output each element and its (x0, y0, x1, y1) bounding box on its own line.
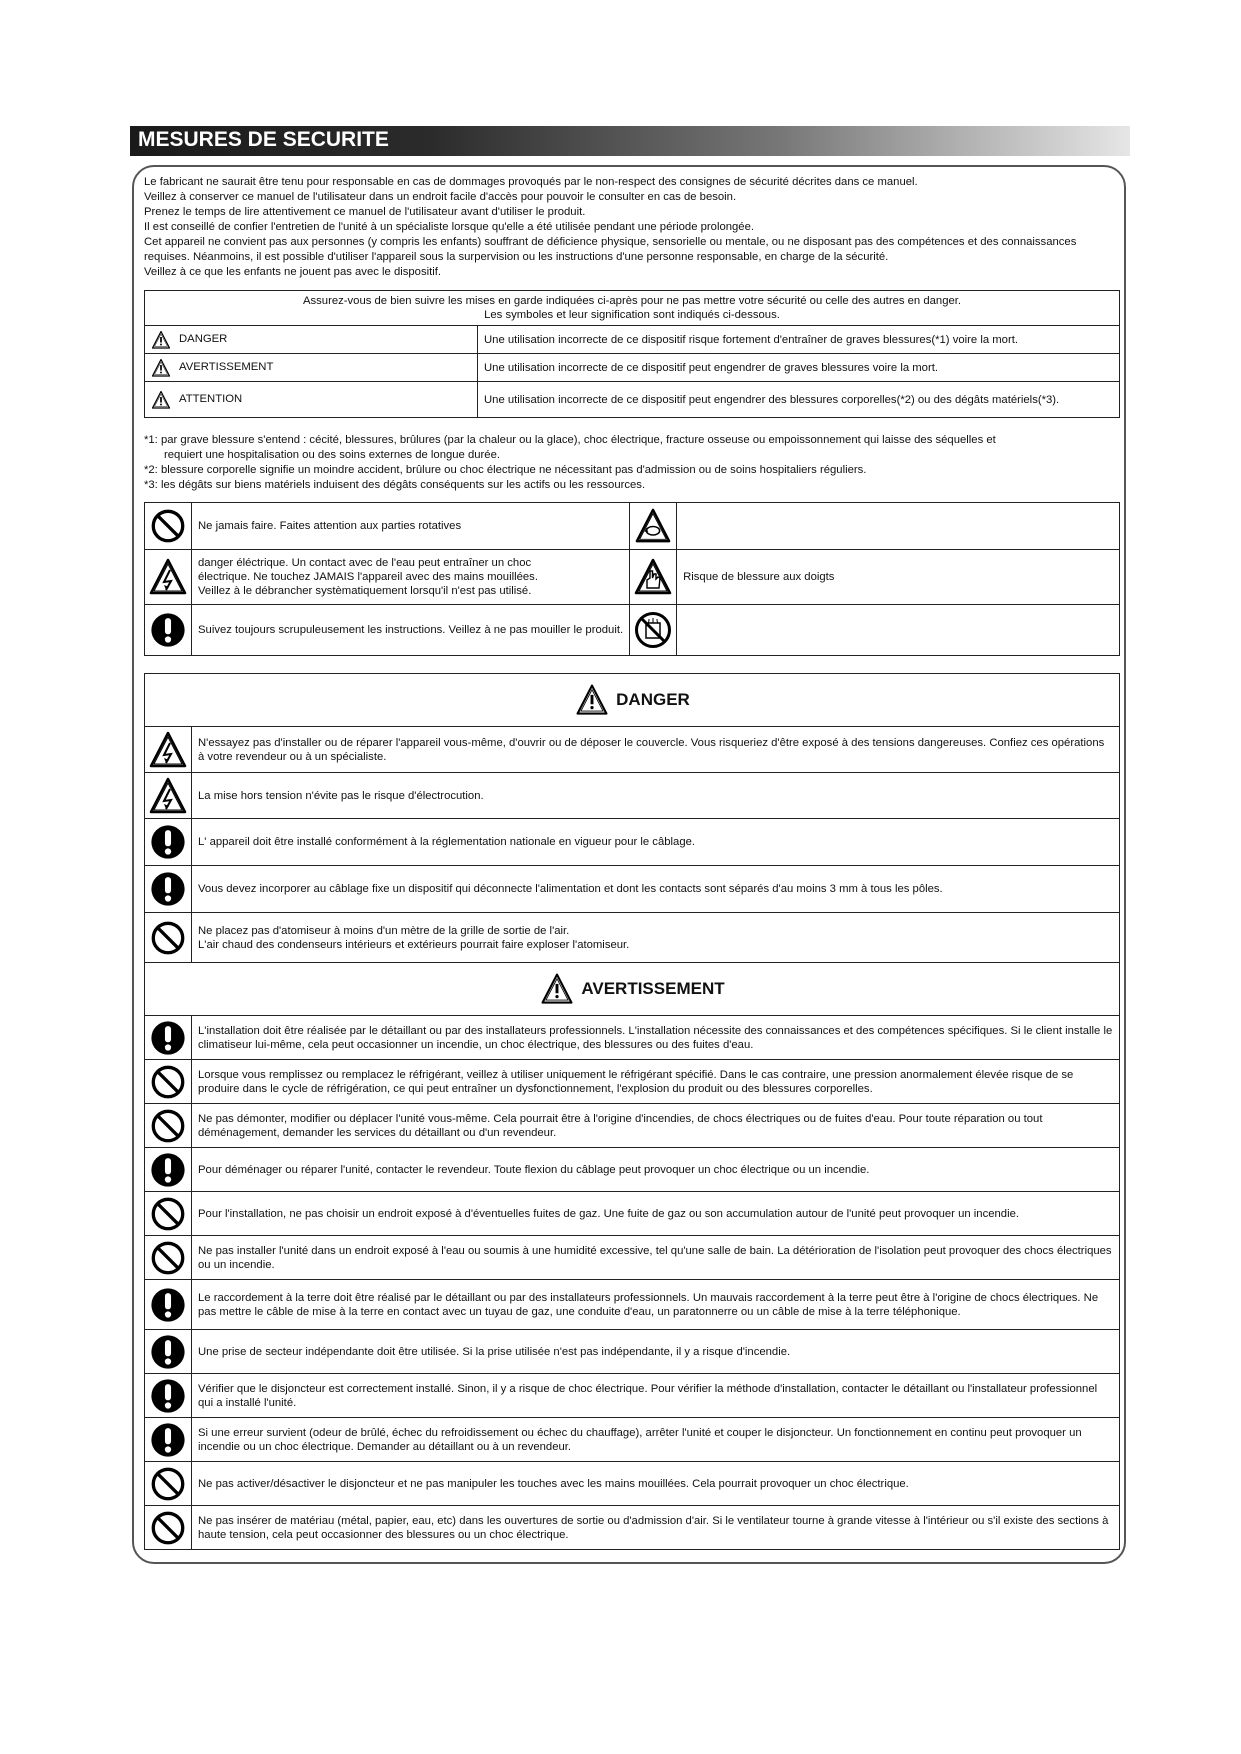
section-title: MESURES DE SECURITE (138, 128, 389, 151)
avertissement-text: Pour l'installation, ne pas choisir un endroit exposé à d'éventuelles fuites de gaz. Une fuite de gaz ou son accumulation autour de l'unité peut provoquer un incendie. (192, 1192, 1120, 1236)
avertissement-text: Ne pas insérer de matériau (métal, papier, eau, etc) dans les ouvertures de sortie ou d'admission d'air. Si le ventilateur tourne à grande vitesse à l'intérieur ou s'il existe des sections à haute tension, cela peut occasionner des blessures ou un choc électrique. (192, 1506, 1120, 1550)
symbol-text: Risque de blessure aux doigts (677, 550, 1120, 605)
intro-text (144, 175, 1124, 280)
intro-line: Le fabricant ne saurait être tenu pour responsable en cas de dommages provoqués par le non-respect des consignes de sécurité décrites dans ce manuel. (144, 176, 918, 188)
avertissement-row (145, 1280, 1120, 1330)
avertissement-row (145, 1418, 1120, 1462)
legend-label: AVERTISSEMENT (179, 361, 274, 374)
no-water-icon (633, 610, 673, 650)
avertissement-text: Le raccordement à la terre doit être réalisé par le détaillant ou par des installateurs professionnels. Un mauvais raccordement à la terre peut être à l'origine de chocs électriques. Ne pas mettre le câble de mise à la terre en contact avec un tuyau de gaz, une conduite d'eau, un paratonnerre ou un câble de mise à la terre téléphonique. (192, 1280, 1120, 1330)
legend-header (145, 291, 1120, 326)
avertissement-title: AVERTISSEMENT (581, 979, 725, 998)
mandatory-icon (149, 611, 187, 649)
symbols-row (145, 503, 1120, 550)
safety-instructions-table (144, 673, 1120, 1550)
legend-text: Une utilisation incorrecte de ce dispositif peut engendrer des blessures corporelles(*2) ou des dégâts matériels(*3). (478, 382, 1120, 418)
footnote-2: *2: blessure corporelle signifie un moindre accident, brûlure ou choc électrique ne nécessitant pas d'admission ou de soins hospitaliers réguliers. (144, 464, 867, 476)
electric-shock-icon (148, 776, 188, 816)
mandatory-icon (149, 870, 187, 908)
electric-shock-icon (148, 730, 188, 770)
prohibition-icon (149, 1063, 187, 1101)
warning-triangle-icon (151, 390, 171, 410)
avertissement-header-row (145, 963, 1120, 1016)
section-header-bar (130, 126, 1130, 156)
avertissement-row (145, 1016, 1120, 1060)
warning-triangle-icon (151, 358, 171, 378)
avertissement-text: Ne pas démonter, modifier ou déplacer l'unité vous-même. Cela pourrait être à l'origine d'incendies, de chocs électriques ou de fuites d'eau. Pour toute réparation ou tout déménagement, demander les services du détaillant ou d'un revendeur. (192, 1104, 1120, 1148)
danger-title: DANGER (616, 690, 690, 709)
finger-injury-icon (633, 557, 673, 597)
avertissement-row (145, 1148, 1120, 1192)
danger-text-line: Ne placez pas d'atomiseur à moins d'un mètre de la grille de sortie de l'air. (198, 924, 570, 937)
legend-row-danger (145, 326, 1120, 354)
legend-text: Une utilisation incorrecte de ce dispositif peut engendrer de graves blessures voire la mort. (478, 354, 1120, 382)
danger-text: N'essayez pas d'installer ou de réparer l'appareil vous-même, d'ouvrir ou de déposer le couvercle. Vous risqueriez d'être exposé à des tensions dangereuses. Confiez ces opérations à votre revendeur ou à un spécialiste. (192, 727, 1120, 773)
mandatory-icon (149, 1019, 187, 1057)
intro-line: Veillez à ce que les enfants ne jouent pas avec le dispositif. (144, 266, 442, 278)
mandatory-icon (149, 1333, 187, 1371)
symbols-row (145, 605, 1120, 656)
danger-row (145, 819, 1120, 866)
intro-line: Il est conseillé de confier l'entretien de l'unité à un spécialiste lorsque qu'elle a été utilisée pendant une période prolongée. (144, 221, 755, 233)
symbols-row (145, 550, 1120, 605)
symbols-table (144, 502, 1120, 656)
danger-text: Vous devez incorporer au câblage fixe un dispositif qui déconnecte l'alimentation et dont les contacts sont séparés d'au moins 3 mm à tous les pôles. (192, 866, 1120, 913)
symbol-text: Suivez toujours scrupuleusement les instructions. Veillez à ne pas mouiller le produit. (198, 624, 624, 636)
symbol-legend-table (144, 290, 1120, 418)
footnote-1: *1: par grave blessure s'entend : cécité, blessures, brûlures (par la chaleur ou la glace), choc électrique, fracture osseuse ou empoissonnement qui laisse des séquelles et (144, 434, 996, 446)
electric-shock-icon (148, 557, 188, 597)
prohibition-icon (149, 1107, 187, 1145)
avertissement-text: Ne pas installer l'unité dans un endroit exposé à l'eau ou soumis à une humidité excessive, tel qu'une salle de bain. La détérioration de l'isolation peut provoquer des chocs électriques ou un incendie. (192, 1236, 1120, 1280)
mandatory-icon (149, 1421, 187, 1459)
footnotes (144, 433, 1128, 493)
legend-label: ATTENTION (179, 393, 243, 406)
danger-row (145, 773, 1120, 819)
legend-text: Une utilisation incorrecte de ce dispositif risque fortement d'entraîner de graves blessures(*1) voire la mort. (478, 326, 1120, 354)
avertissement-row (145, 1236, 1120, 1280)
avertissement-row (145, 1330, 1120, 1374)
symbol-text-line: Veillez à le débrancher systèmatiquement lorsqu'il n'est pas utilisé. (198, 585, 532, 597)
danger-text: L' appareil doit être installé conformément à la réglementation nationale en vigueur pour le câblage. (192, 819, 1120, 866)
avertissement-text: Lorsque vous remplissez ou remplacez le réfrigérant, veillez à utiliser uniquement le réfrigérant spécifié. Dans le cas contraire, une pression anormalement élevée risque de se produire dans le cycle de réfrigération, ce qui peut entraîner un dysfonctionnement, l'explosion du produit ou des blessures corporelles. (192, 1060, 1120, 1104)
mandatory-icon (149, 1286, 187, 1324)
avertissement-row (145, 1192, 1120, 1236)
avertissement-row (145, 1374, 1120, 1418)
avertissement-row (145, 1060, 1120, 1104)
avertissement-text: Si une erreur survient (odeur de brûlé, échec du refroidissement ou échec du chauffage), arrêter l'unité et couper le disjoncteur. Un fonctionnement en continu peut provoquer un incendie ou un choc électrique. Demander au détaillant ou à un revendeur. (192, 1418, 1120, 1462)
avertissement-text: Vérifier que le disjoncteur est correctement installé. Sinon, il y a risque de choc électrique. Pour vérifier la méthode d'installation, contacter le détaillant ou l'installateur professionnel qui a installé l'unité. (192, 1374, 1120, 1418)
prohibition-icon (149, 919, 187, 957)
avertissement-text: L'installation doit être réalisée par le détaillant ou par des installateurs professionnels. L'installation nécessite des connaissances et des compétences spécifiques. Si le client installe le climatiseur lui-même, cela peut occasionner un incendie, un choc électrique, des blessures ou des fuites d'eau. (192, 1016, 1120, 1060)
mandatory-icon (149, 823, 187, 861)
prohibition-icon (149, 1239, 187, 1277)
mandatory-icon (149, 1377, 187, 1415)
warning-triangle-icon (539, 972, 575, 1006)
footnote-3: *3: les dégâts sur biens matériels induisent des dégâts conséquents sur les actifs ou les ressources. (144, 479, 646, 491)
symbol-text-line: électrique. Ne touchez JAMAIS l'appareil avec des mains mouillées. (198, 571, 538, 583)
intro-line: Prenez le temps de lire attentivement ce manuel de l'utilisateur avant d'utiliser le produit. (144, 206, 586, 218)
prohibition-icon (149, 507, 187, 545)
legend-row-avertissement (145, 354, 1120, 382)
intro-line: Cet appareil ne convient pas aux personnes (y compris les enfants) souffrant de déficience physique, sensorielle ou mentale, ou ne disposant pas des compétences et des connaissances requises. Néanmoins, il est possible d'utiliser l'appareil sous la surpervision ou les instructions d'une personne responsable, en charge de la sécurité. (144, 236, 1077, 263)
mandatory-icon (149, 1151, 187, 1189)
warning-triangle-icon (574, 683, 610, 717)
intro-line: Veillez à conserver ce manuel de l'utilisateur dans un endroit facile d'accès pour pouvoir le consulter en cas de besoin. (144, 191, 737, 203)
legend-header-line1: Assurez-vous de bien suivre les mises en garde indiquées ci-après pour ne pas mettre votre sécurité ou celle des autres en danger. (302, 295, 962, 307)
avertissement-text: Ne pas activer/désactiver le disjoncteur et ne pas manipuler les touches avec les mains mouillées. Cela pourrait provoquer un choc électrique. (192, 1462, 1120, 1506)
prohibition-icon (149, 1195, 187, 1233)
symbol-text-line: danger éléctrique. Un contact avec de l'eau peut entraîner un choc (198, 557, 532, 569)
danger-row (145, 913, 1120, 963)
danger-text: La mise hors tension n'évite pas le risque d'électrocution. (192, 773, 1120, 819)
avertissement-text: Une prise de secteur indépendante doit être utilisée. Si la prise utilisée n'est pas indépendante, il y a risque d'incendie. (192, 1330, 1120, 1374)
danger-header-row (145, 674, 1120, 727)
avertissement-text: Pour déménager ou réparer l'unité, contacter le revendeur. Toute flexion du câblage peut provoquer un choc électrique ou un incendie. (192, 1148, 1120, 1192)
symbol-text: Ne jamais faire. Faites attention aux parties rotatives (192, 503, 630, 550)
danger-row (145, 866, 1120, 913)
rotating-parts-icon (634, 507, 672, 545)
legend-row-attention (145, 382, 1120, 418)
avertissement-row (145, 1104, 1120, 1148)
prohibition-icon (149, 1509, 187, 1547)
danger-text-line: L'air chaud des condenseurs intérieurs et extérieurs pourrait faire exploser l'atomiseur. (198, 938, 630, 951)
avertissement-row (145, 1462, 1120, 1506)
legend-label: DANGER (179, 333, 228, 346)
legend-header-line2: Les symboles et leur signification sont indiqués ci-dessous. (484, 309, 780, 321)
prohibition-icon (149, 1465, 187, 1503)
warning-triangle-icon (151, 330, 171, 350)
avertissement-row (145, 1506, 1120, 1550)
danger-row (145, 727, 1120, 773)
footnote-1-cont: requiert une hospitalisation ou des soins externes de longue durée. (164, 449, 500, 461)
